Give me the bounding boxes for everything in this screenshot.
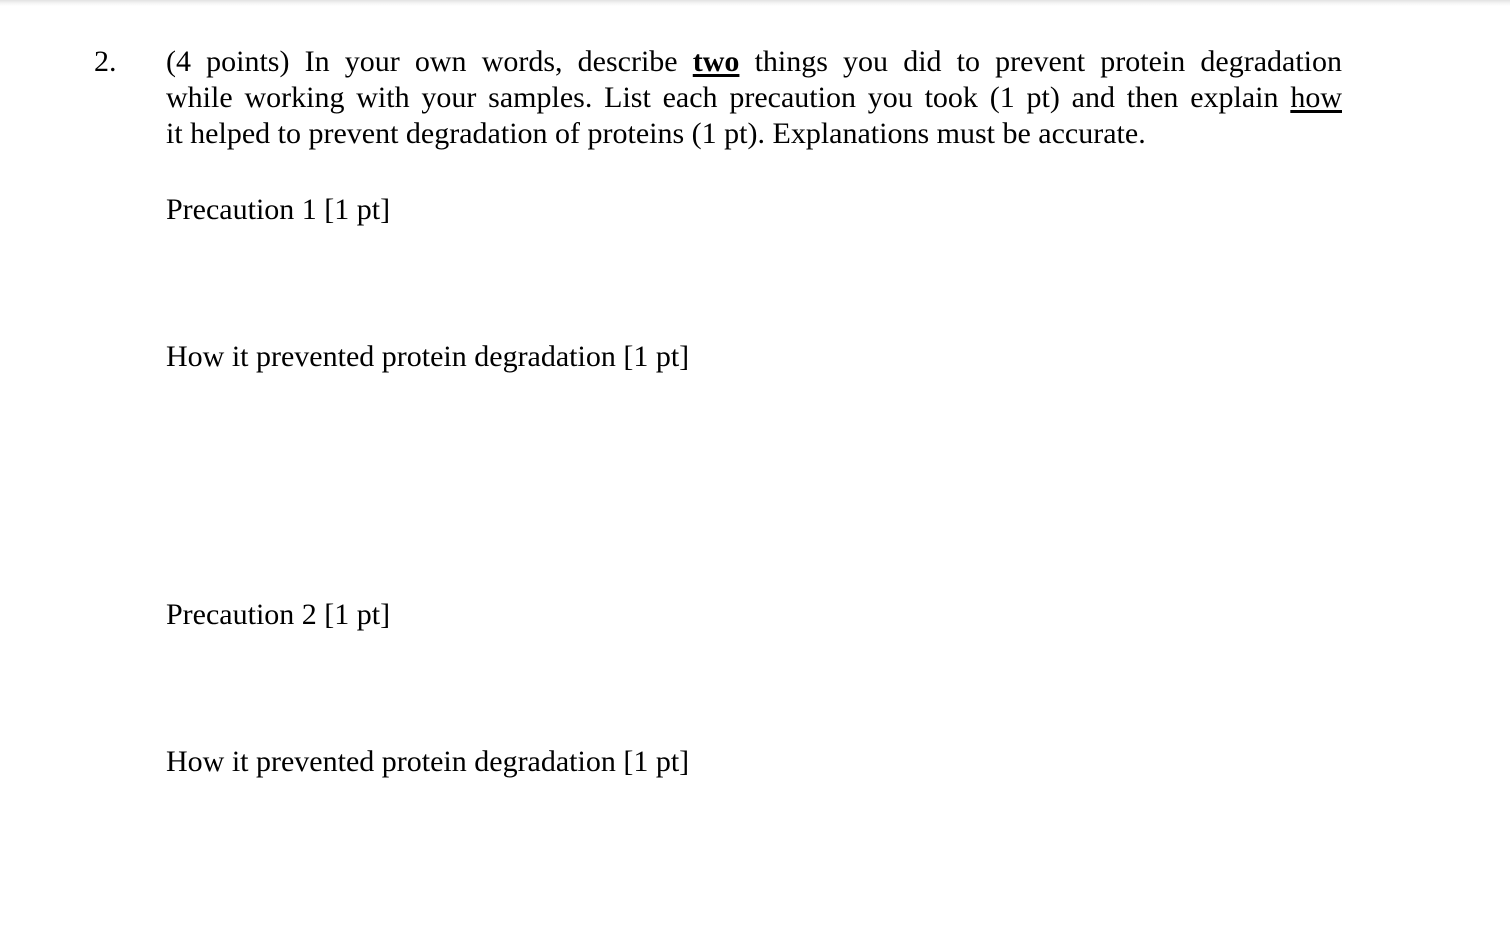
emphasis-how: how — [1290, 81, 1342, 114]
question-line-2-start: while working with your samples. List each precaution you took (1 pt) and then explain — [166, 81, 1291, 114]
how-1-answer-area[interactable] — [166, 380, 1342, 590]
emphasis-two: two — [692, 45, 740, 78]
question-line-1-start: (4 points) In your own words, describe — [166, 45, 693, 78]
question-line-1-end: things you did to prevent protein degradation — [739, 45, 1342, 78]
question-line-1 — [166, 44, 1342, 80]
how-2-label: How it prevented protein degradation [1 pt] — [166, 745, 690, 778]
how-2-answer-area[interactable] — [166, 785, 1342, 925]
precaution-1-label: Precaution 1 [1 pt] — [166, 193, 391, 226]
precaution-2-answer-area[interactable] — [166, 637, 1342, 737]
precaution-1-answer-area[interactable] — [166, 232, 1342, 332]
question-line-3: it helped to prevent degradation of proteins (1 pt). Explanations must be accurate. — [166, 117, 1146, 150]
question-text — [166, 44, 1342, 152]
question-number: 2. — [94, 45, 117, 78]
precaution-2-label: Precaution 2 [1 pt] — [166, 598, 391, 631]
question-line-2 — [166, 80, 1342, 116]
page-top-edge — [0, 0, 1510, 6]
how-1-label: How it prevented protein degradation [1 pt] — [166, 340, 690, 373]
